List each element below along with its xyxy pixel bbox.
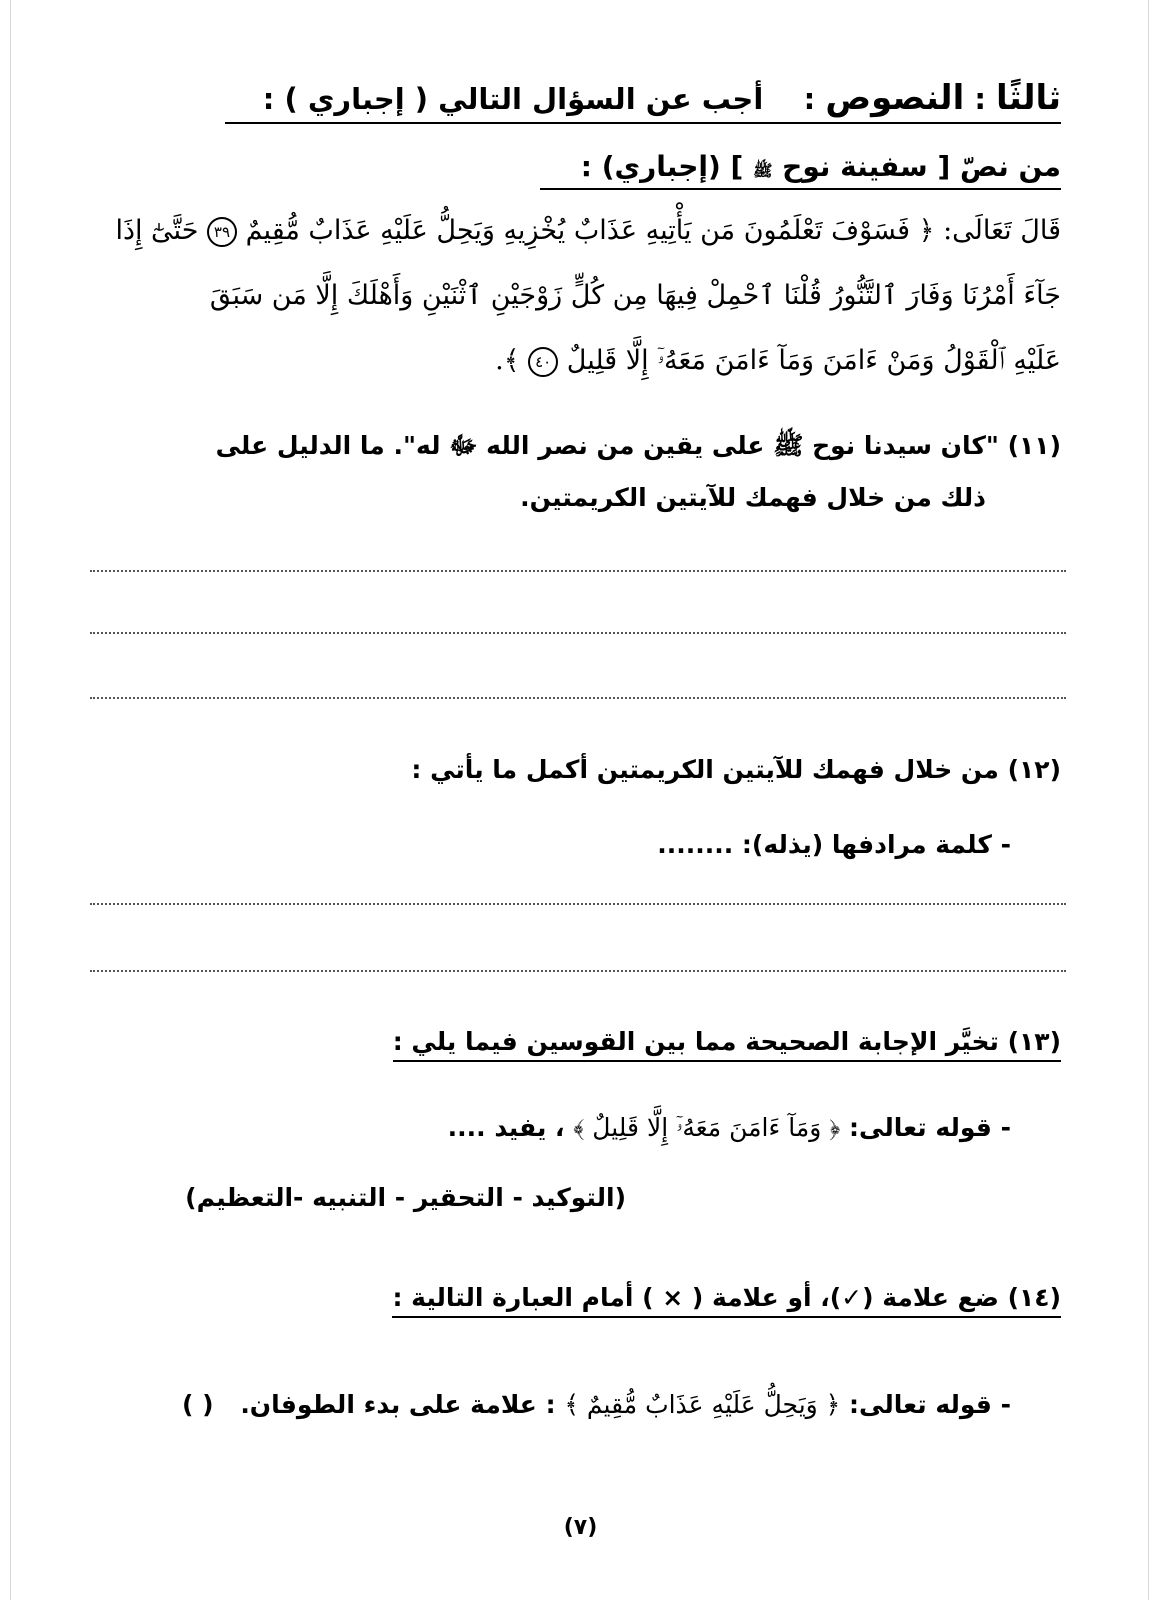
- q14-title: (١٤) ضع علامة (✓)، أو علامة ( × ) أمام العبارة التالية :: [392, 1283, 1061, 1318]
- text-heading: [540, 150, 1061, 190]
- ayah-number-40: ٤٠: [528, 347, 558, 377]
- q13-item-prefix: - قوله تعالى:: [849, 1113, 1011, 1142]
- q11-line-2: ذلك من خلال فهمك للآيتين الكريمتين.: [520, 483, 986, 512]
- quran-line-1: [85, 215, 1061, 247]
- q11-line-1: (١١) "كان سيدنا نوح ﷺ على يقين من نصر الله ﷻ له". ما الدليل على: [215, 431, 1061, 460]
- section-heading: [225, 78, 1061, 124]
- q14-item-verse: ﴿ وَيَحِلُّ عَلَيْهِ عَذَابٌ مُّقِيمٌ ﴾: [564, 1390, 841, 1419]
- q14-title-wrap: [90, 1283, 1061, 1312]
- q14-answer-box[interactable]: ( ): [182, 1390, 214, 1419]
- text-heading-suffix: ] (إجباري) :: [580, 150, 744, 183]
- text-heading-honorific: ﷺ: [753, 161, 773, 180]
- q13-options: (التوكيد - التحقير - التنبيه -التعظيم): [185, 1183, 626, 1212]
- q13-item-suffix: ، يفيد ....: [447, 1113, 565, 1142]
- quran-line-3: [85, 345, 1061, 377]
- page-number: (٧): [563, 1515, 598, 1540]
- answer-line-q12-2[interactable]: [90, 970, 1066, 972]
- answer-line-q11-1[interactable]: [90, 570, 1066, 572]
- q14-item-suffix: : علامة على بدء الطوفان.: [240, 1390, 556, 1419]
- section-colon: :: [964, 82, 986, 116]
- text-heading-title: سفينة نوح: [782, 150, 928, 183]
- q13-title: (١٣) تخيَّر الإجابة الصحيحة مما بين القوسين فيما يلي :: [393, 1027, 1061, 1062]
- q13-item-verse: ﴿ وَمَآ ءَامَنَ مَعَهُۥٓ إِلَّا قَلِيلٌ ﴾: [573, 1113, 841, 1142]
- q13-item: [90, 1113, 1011, 1143]
- answer-line-q11-3[interactable]: [90, 697, 1066, 699]
- quran-line-3-text: عَلَيْهِ ٱلْقَوْلُ وَمَنْ ءَامَنَ وَمَآ ءَامَنَ مَعَهُۥٓ إِلَّا قَلِيلٌ: [566, 345, 1061, 376]
- quran-line-1-text: قَالَ تَعَالَى: ﴿ فَسَوْفَ تَعْلَمُونَ مَن يَأْتِيهِ عَذَابٌ يُخْزِيهِ وَيَحِلُّ عَلَيْهِ عَذَابٌ مُّقِيمٌ: [245, 215, 1061, 246]
- text-heading-prefix: من نصّ [: [937, 150, 1061, 183]
- quran-line-2: جَآءَ أَمْرُنَا وَفَارَ ٱلتَّنُّورُ قُلْنَا ٱحْمِلْ فِيهَا مِن كُلٍّ زَوْجَيْنِ ٱثْنَيْنِ وَأَهْلَكَ إِلَّا مَن سَبَقَ: [209, 280, 1061, 311]
- q14-item-prefix: - قوله تعالى:: [849, 1390, 1011, 1419]
- q12-title: (١٢) من خلال فهمك للآيتين الكريمتين أكمل ما يأتي :: [411, 755, 1061, 784]
- q14-item: [90, 1390, 1011, 1419]
- quran-line-1-end: حَتَّىٰٓ إِذَا: [115, 215, 199, 246]
- ayah-number-39: ٣٩: [207, 217, 237, 247]
- section-separator: :: [763, 82, 816, 116]
- answer-line-q12-1[interactable]: [90, 903, 1066, 905]
- section-name: النصوص: [825, 78, 965, 118]
- section-label: ثالثًا: [996, 78, 1061, 118]
- section-instruction: أجب عن السؤال التالي ( إجباري ) :: [262, 82, 764, 116]
- q12-item: - كلمة مرادفها (يذله): ........: [657, 830, 1011, 859]
- q13-title-wrap: [90, 1027, 1061, 1056]
- answer-line-q11-2[interactable]: [90, 632, 1066, 634]
- quran-line-3-end: ﴾.: [495, 345, 520, 376]
